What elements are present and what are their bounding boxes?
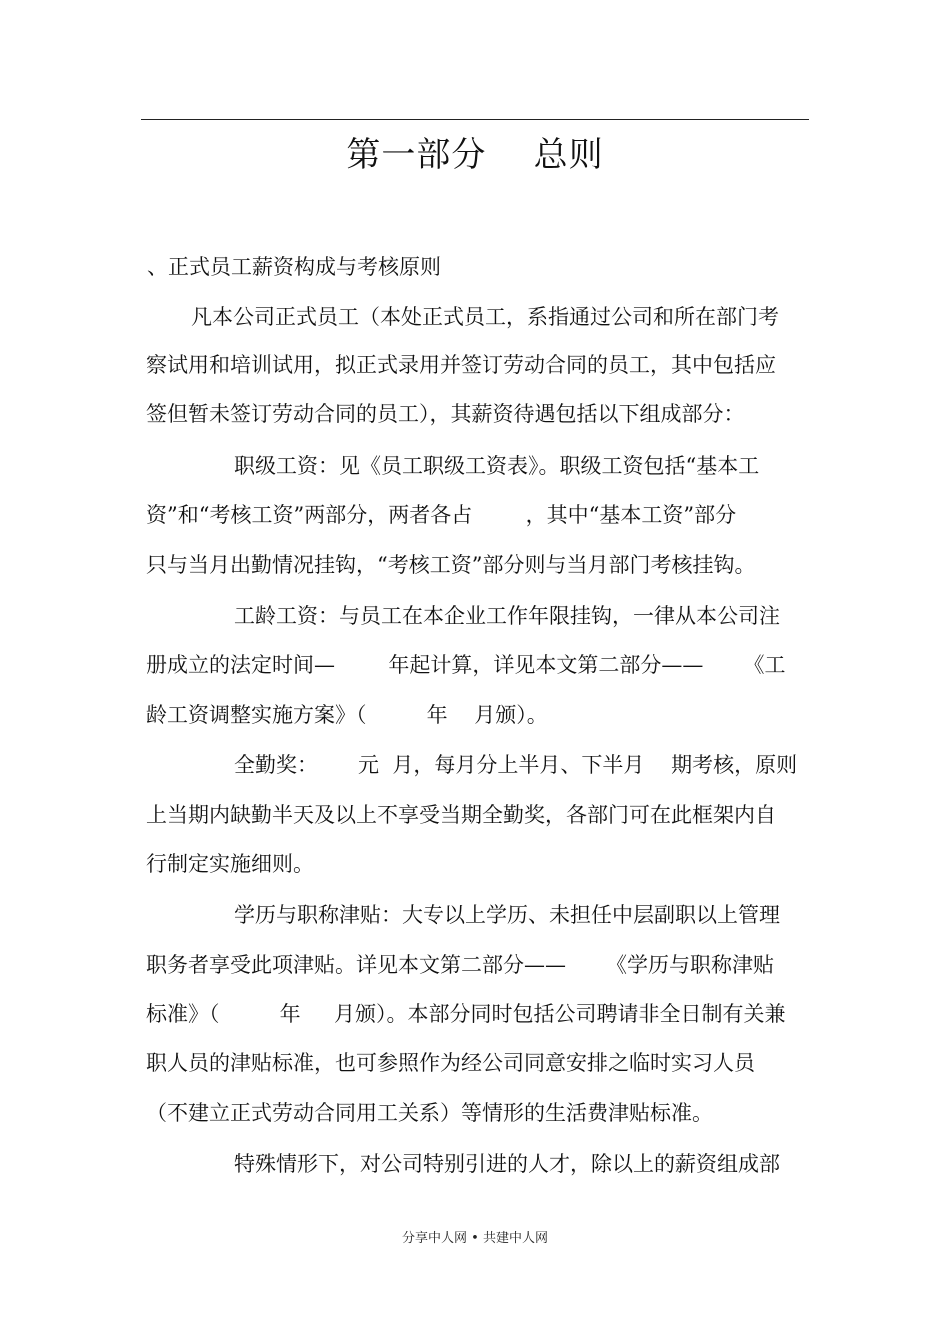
body-line: 察试用和培训试用，拟正式录用并签订劳动合同的员工，其中包括应 <box>146 353 776 377</box>
page-footer: 分享中人网 • 共建中人网 <box>402 1231 548 1246</box>
body-line: 龄工资调整实施方案》（ 年 月颁）。 <box>146 703 548 727</box>
body-line: 特殊情形下，对公司特别引进的人才，除以上的薪资组成部 <box>234 1152 780 1176</box>
body-line: 职人员的津贴标准，也可参照作为经公司同意安排之临时实习人员 <box>146 1051 755 1075</box>
body-line: 工龄工资：与员工在本企业工作年限挂钩，一律从本公司注 <box>234 604 780 628</box>
body-line: 凡本公司正式员工（本处正式员工，系指通过公司和所在部门考 <box>191 305 779 329</box>
header-rule <box>141 119 809 120</box>
body-line: 签但暂未签订劳动合同的员工），其薪资待遇包括以下组成部分： <box>146 402 745 426</box>
body-line: 上当期内缺勤半天及以上不享受当期全勤奖，各部门可在此框架内自 <box>146 803 776 827</box>
body-line: 资”和“考核工资”两部分，两者各占 ，其中“基本工资”部分 <box>146 503 737 527</box>
body-line: 标准》（ 年 月颁）。本部分同时包括公司聘请非全日制有关兼 <box>146 1002 786 1026</box>
section-heading: 、正式员工薪资构成与考核原则 <box>147 255 441 279</box>
body-line: 全勤奖： 元 月，每月分上半月、下半月 期考核，原则 <box>234 753 798 777</box>
body-line: 职级工资：见《员工职级工资表》。职级工资包括“基本工 <box>234 454 760 478</box>
body-line: 学历与职称津贴：大专以上学历、未担任中层副职以上管理 <box>234 903 780 927</box>
body-line: 职务者享受此项津贴。详见本文第二部分—— 《学历与职称津贴 <box>146 953 775 977</box>
body-line: 只与当月出勤情况挂钩，“考核工资”部分则与当月部门考核挂钩。 <box>146 553 756 577</box>
body-line: 行制定实施细则。 <box>146 852 314 876</box>
body-line: 册成立的法定时间— 年起计算，详见本文第二部分—— 《工 <box>146 653 786 677</box>
page-title: 第一部分 总则 <box>346 135 604 175</box>
body-line: （不建立正式劳动合同用工关系）等情形的生活费津贴标准。 <box>146 1101 713 1125</box>
